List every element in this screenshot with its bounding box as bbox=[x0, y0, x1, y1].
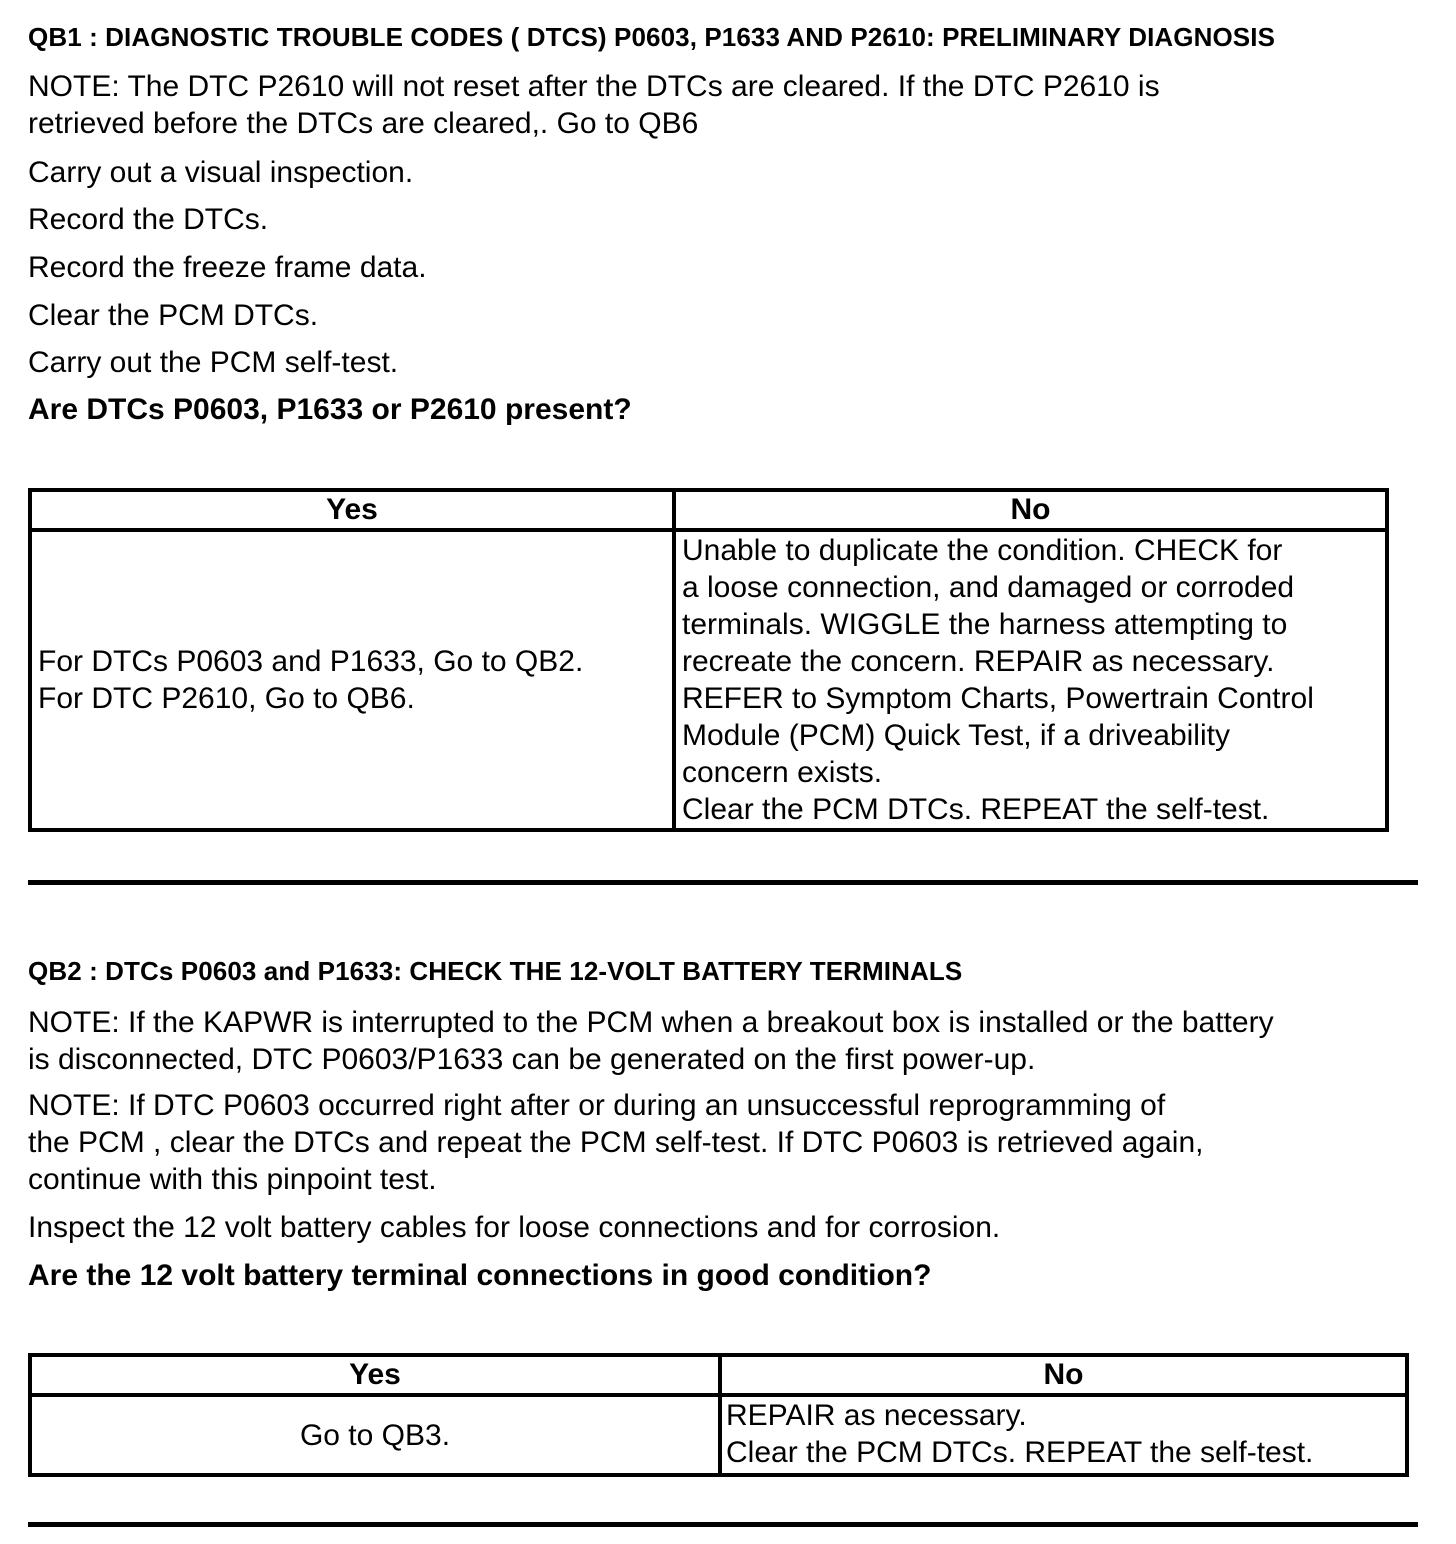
qb2-no-text: REPAIR as necessary. Clear the PCM DTCs. REPEAT the self-test. bbox=[726, 1399, 1314, 1469]
qb2-table-header-row bbox=[30, 1355, 1407, 1395]
qb2-title: QB2 : DTCs P0603 and P1633: CHECK THE 12-VOLT BATTERY TERMINALS bbox=[28, 956, 963, 986]
qb1-question: Are DTCs P0603, P1633 or P2610 present? bbox=[28, 393, 632, 426]
qb1-step-5: Carry out the PCM self-test. bbox=[28, 346, 399, 379]
qb1-yes-text: For DTCs P0603 and P1633, Go to QB2. For DTC P2610, Go to QB6. bbox=[38, 645, 584, 715]
qb2-note-2: NOTE: If DTC P0603 occurred right after or during an unsuccessful reprogramming of the PCM , clear the DTCs and repeat the PCM self-test. If DTC P0603 is retrieved again, continue with this pinpoint test. bbox=[28, 1089, 1204, 1196]
qb1-table-body-row bbox=[30, 530, 1387, 830]
qb1-yes-header: Yes bbox=[30, 490, 674, 530]
qb1-note: NOTE: The DTC P2610 will not reset after the DTCs are cleared. If the DTC P2610 is retrieved before the DTCs are cleared,. Go to QB6 bbox=[28, 70, 1160, 140]
qb1-no-header: No bbox=[674, 490, 1387, 530]
qb1-table-header-row bbox=[30, 490, 1387, 530]
qb2-step: Inspect the 12 volt battery cables for loose connections and for corrosion. bbox=[28, 1211, 1001, 1244]
qb2-question: Are the 12 volt battery terminal connections in good condition? bbox=[28, 1259, 932, 1292]
qb2-no-header: No bbox=[720, 1355, 1407, 1395]
qb1-step-1: Carry out a visual inspection. bbox=[28, 156, 414, 189]
qb1-no-cell bbox=[674, 530, 1387, 830]
qb2-yes-text: Go to QB3. bbox=[299, 1418, 451, 1452]
qb2-table-body-row bbox=[30, 1395, 1407, 1475]
qb1-step-3: Record the freeze frame data. bbox=[28, 251, 427, 284]
qb2-yes-cell bbox=[30, 1395, 720, 1475]
section-divider-1 bbox=[28, 880, 1418, 885]
qb2-yes-header: Yes bbox=[30, 1355, 720, 1395]
qb2-no-cell bbox=[720, 1395, 1407, 1475]
qb2-note-1: NOTE: If the KAPWR is interrupted to the PCM when a breakout box is installed or the battery is disconnected, DTC P0603/P1633 can be generated on the first power-up. bbox=[28, 1006, 1274, 1076]
qb1-yes-cell bbox=[30, 530, 674, 830]
qb1-title: QB1 : DIAGNOSTIC TROUBLE CODES ( DTCS) P0603, P1633 AND P2610: PRELIMINARY DIAGNOSIS bbox=[28, 22, 1276, 52]
section-divider-2 bbox=[28, 1522, 1418, 1527]
qb1-step-2: Record the DTCs. bbox=[28, 203, 269, 236]
qb1-no-text: Unable to duplicate the condition. CHECK for a loose connection, and damaged or corroded terminals. WIGGLE the harness attempting to recreate the concern. REPAIR as necessary. REFER to Symptom Charts, Powertrain Control Module (PCM) Quick Test, if a driveability concern exists. Clear the PCM DTCs. REPEAT the self-test. bbox=[682, 534, 1314, 826]
qb1-step-4: Clear the PCM DTCs. bbox=[28, 299, 319, 332]
qb2-answer-table bbox=[28, 1353, 1409, 1477]
qb1-answer-table bbox=[28, 488, 1389, 832]
